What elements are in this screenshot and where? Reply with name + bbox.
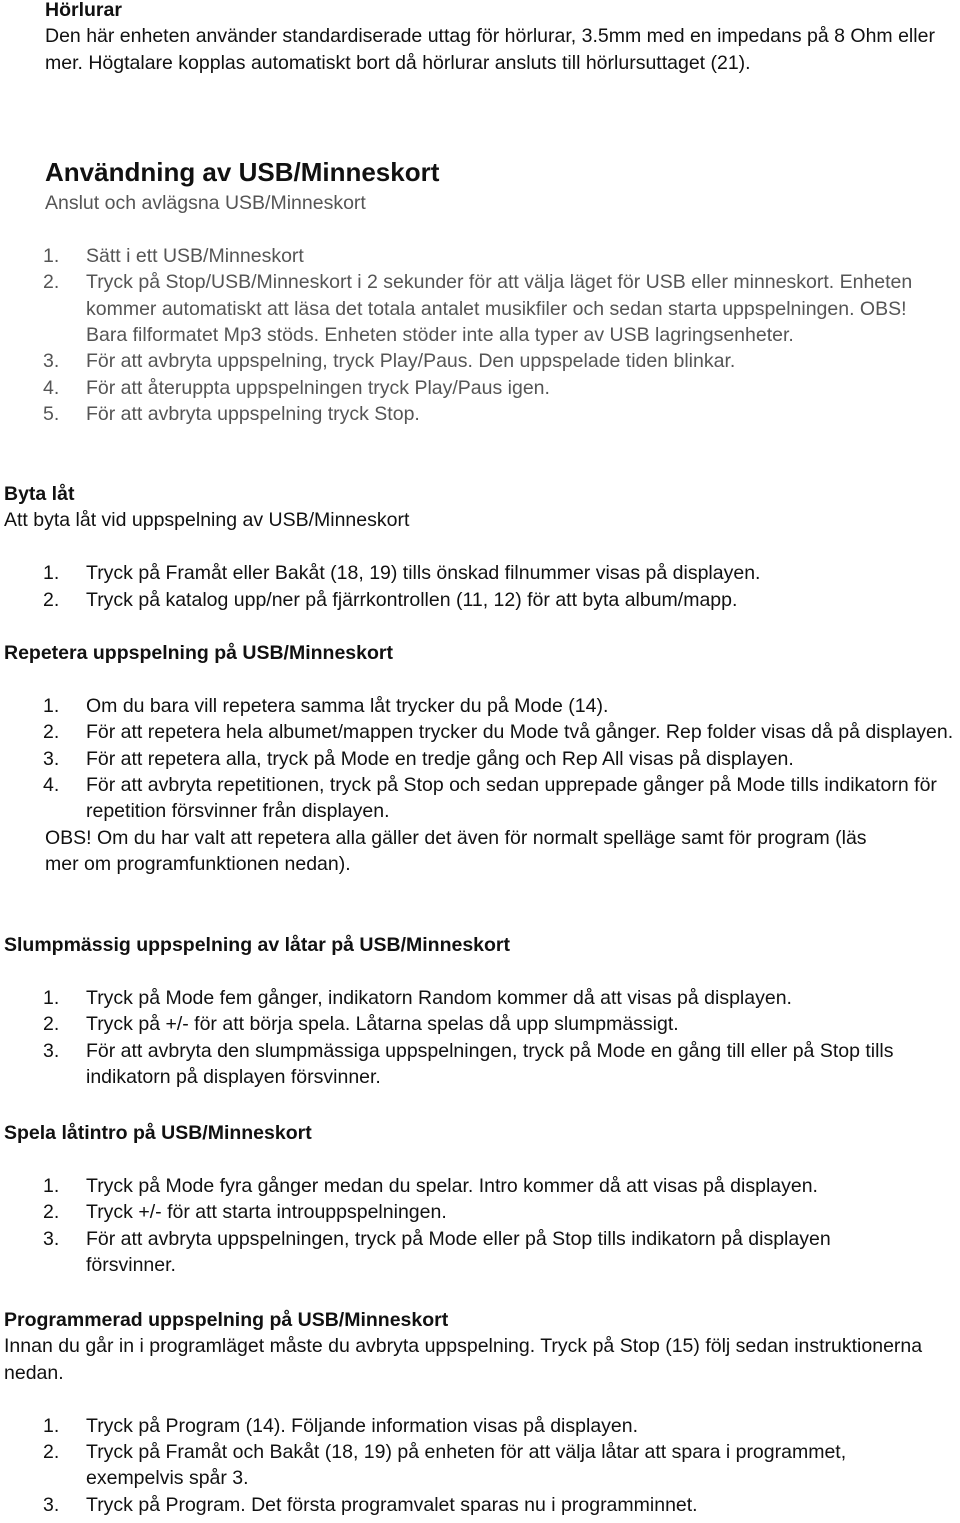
repetera-steps-list (0, 693, 958, 825)
list-item: 3. För att repetera alla, tryck på Mode en tredje gång och Rep All visas på displayen. (43, 747, 794, 770)
section-intro: Innan du går in i programläget måste du avbryta uppspelning. Tryck på Stop (15) följ sedan instruktionerna nedan. (4, 1335, 923, 1384)
section-heading: Användning av USB/Minneskort (45, 157, 440, 187)
section-program (0, 1307, 960, 1518)
section-byta-lat (0, 481, 960, 613)
section-heading: Programmerad uppspelning på USB/Minneskort (4, 1309, 449, 1331)
list-item: 1. Tryck på Framåt eller Bakåt (18, 19) tills önskad filnummer visas på displayen. (43, 562, 761, 585)
list-item: 1. Tryck på Mode fem gånger, indikatorn Random kommer då att visas på displayen. (43, 986, 792, 1009)
program-steps-list (0, 1413, 900, 1519)
list-item: 1. Tryck på Mode fyra gånger medan du spelar. Intro kommer då att visas på displayen. (43, 1174, 818, 1197)
list-item: 5. För att avbryta uppspelning tryck Stop. (43, 403, 420, 426)
list-item: 3. För att avbryta uppspelningen, tryck på Mode eller på Stop tills indikatorn på displayen försvinner. (43, 1227, 831, 1277)
list-item: 2. Tryck på Stop/USB/Minneskort i 2 sekunder för att välja läget för USB eller minneskort. Enheten kommer automatiskt att läsa det totala antalet musikfiler och sedan starta uppspelningen. OBS! Bara filformatet Mp3 stöds. Enheten stöder inte alla typer av USB lagringsenheter. (43, 271, 913, 347)
byta-steps-list (0, 560, 960, 613)
list-item: 3. För att avbryta den slumpmässiga uppspelningen, tryck på Mode en gång till eller på Stop tills indikatorn på displayen försvinner. (43, 1039, 894, 1089)
section-subheading: Att byta låt vid uppspelning av USB/Minneskort (4, 509, 410, 532)
list-item: 4. För att avbryta repetitionen, tryck på Stop och sedan upprepade gånger på Mode tills indikatorn för repetition försvinner från displayen. (43, 774, 937, 823)
section-repetera (0, 640, 960, 878)
list-item: 2. Tryck på +/- för att börja spela. Låtarna spelas då upp slumpmässigt. (43, 1013, 679, 1036)
list-item: 2. Tryck på Framåt och Bakåt (18, 19) på enheten för att välja låtar att spara i programmet, exempelvis spår 3. (43, 1441, 847, 1490)
section-usb (0, 156, 960, 428)
section-body: Den här enheten använder standardiserade uttag för hörlurar, 3.5mm med en impedans på 8 Ohm eller mer. Högtalare kopplas automatiskt bort då hörlurar ansluts till hörlursuttaget (21). (45, 25, 935, 74)
list-item: 2. För att repetera hela albumet/mappen trycker du Mode två gånger. Rep folder visas då på displayen. (43, 721, 954, 744)
list-item: 1. Om du bara vill repetera samma låt trycker du på Mode (14). (43, 694, 609, 717)
list-item: 1. Sätt i ett USB/Minneskort (43, 244, 304, 267)
section-slump (0, 932, 960, 1090)
list-item: 2. Tryck på katalog upp/ner på fjärrkontrollen (11, 12) för att byta album/mapp. (43, 588, 738, 611)
usb-steps-list (0, 243, 930, 428)
list-item: 3. Tryck på Program. Det första programvalet sparas nu i programminnet. (43, 1493, 698, 1516)
section-heading: Spela låtintro på USB/Minneskort (4, 1122, 312, 1144)
section-heading: Repetera uppspelning på USB/Minneskort (4, 642, 393, 664)
repetera-note: OBS! Om du har valt att repetera alla gäller det även för normalt spelläge samt för program (läs mer om programfunktionen nedan). (45, 826, 867, 876)
section-heading: Hörlurar (45, 0, 122, 21)
list-item: 3. För att avbryta uppspelning, tryck Play/Paus. Den uppspelade tiden blinkar. (43, 350, 736, 373)
section-heading: Slumpmässig uppspelning av låtar på USB/Minneskort (4, 934, 511, 956)
list-item: 2. Tryck +/- för att starta introuppspelningen. (43, 1201, 447, 1224)
slump-steps-list (0, 985, 955, 1091)
list-item: 4. För att återuppta uppspelningen tryck Play/Paus igen. (43, 376, 550, 399)
section-heading: Byta låt (4, 483, 75, 505)
section-intro (0, 1120, 960, 1278)
section-subheading: Anslut och avlägsna USB/Minneskort (45, 192, 366, 214)
list-item: 1. Tryck på Program (14). Följande information visas på displayen. (43, 1414, 639, 1437)
section-horlurar (45, 0, 950, 76)
intro-steps-list (0, 1173, 958, 1279)
